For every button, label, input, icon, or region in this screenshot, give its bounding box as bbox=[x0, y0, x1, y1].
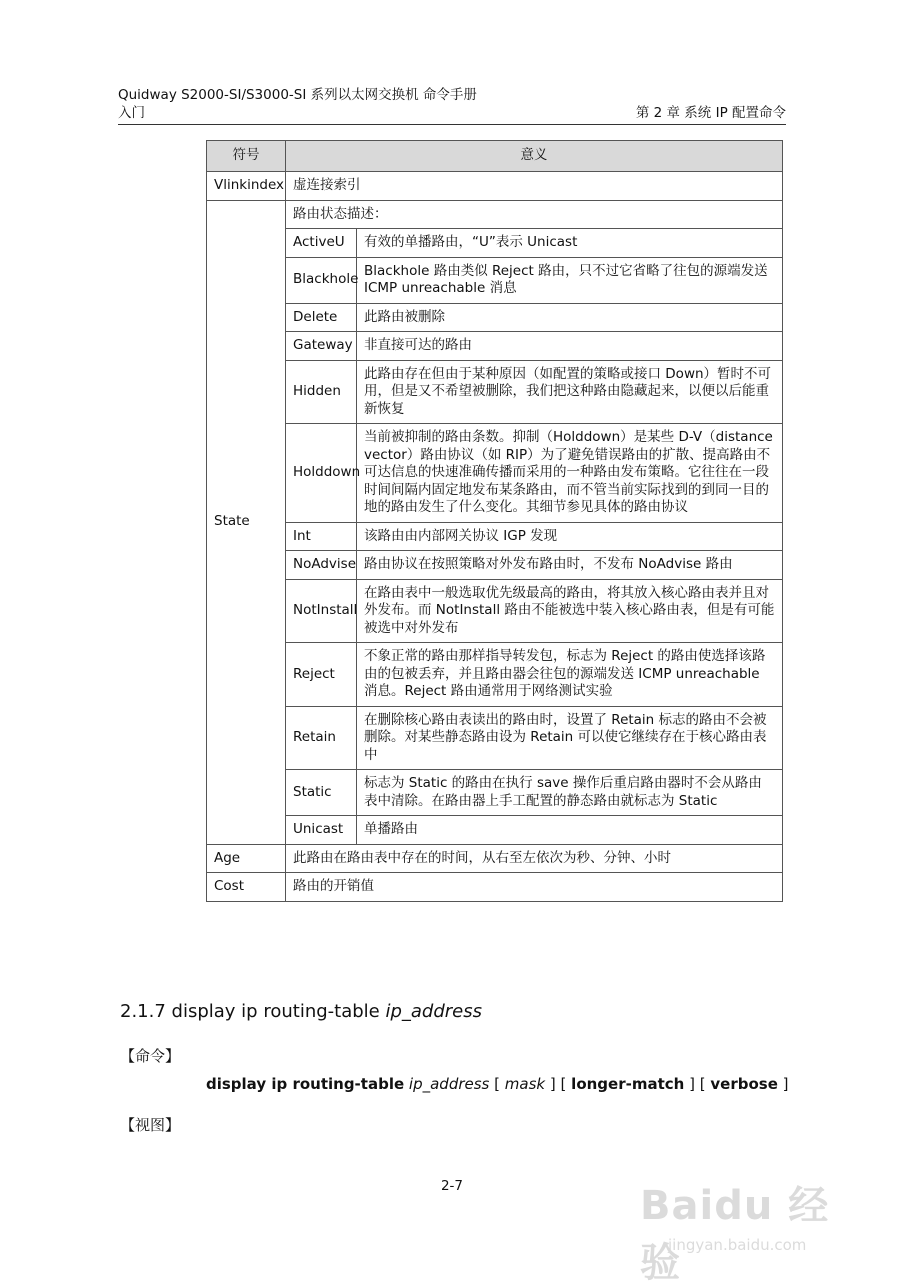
symbol-cell: State bbox=[207, 200, 286, 844]
cmd-keyword-longer-match: longer-match bbox=[571, 1075, 685, 1093]
state-row bbox=[207, 332, 783, 361]
state-row bbox=[207, 816, 783, 845]
column-header-symbol: 符号 bbox=[207, 141, 286, 172]
section-title-arg: ip_address bbox=[385, 1001, 483, 1022]
symbol-cell: Age bbox=[207, 844, 286, 873]
state-desc-cell: 在删除核心路由表读出的路由时，设置了 Retain 标志的路由不会被删除。对某些静态路由设为 Retain 可以使它继续存在于核心路由表中 bbox=[357, 706, 783, 770]
state-name-cell: Hidden bbox=[286, 360, 357, 424]
state-row bbox=[207, 303, 783, 332]
state-row bbox=[207, 522, 783, 551]
state-name-cell: Int bbox=[286, 522, 357, 551]
command-syntax bbox=[206, 1075, 789, 1093]
cmd-keyword: display ip routing-table bbox=[206, 1075, 405, 1093]
cmd-arg-ip: ip_address bbox=[408, 1075, 490, 1093]
state-name-cell: NoAdvise bbox=[286, 551, 357, 580]
state-desc-cell: 单播路由 bbox=[357, 816, 783, 845]
state-name-cell: Holddown bbox=[286, 424, 357, 523]
baidu-watermark bbox=[640, 1150, 870, 1286]
state-desc-cell: 此路由存在但由于某种原因（如配置的策略或接口 Down）暂时不可用，但是又不希望被删除，我们把这种路由隐藏起来，以便以后能重新恢复 bbox=[357, 360, 783, 424]
table-header-row bbox=[207, 141, 783, 172]
page-number: 2-7 bbox=[440, 1178, 464, 1194]
section-title-text: display ip routing-table bbox=[171, 1001, 380, 1022]
field-description-table bbox=[206, 140, 783, 902]
state-name-cell: Gateway bbox=[286, 332, 357, 361]
state-row bbox=[207, 551, 783, 580]
meaning-cell: 路由的开销值 bbox=[286, 873, 783, 902]
state-name-cell: Static bbox=[286, 770, 357, 816]
view-label: 【视图】 bbox=[120, 1116, 181, 1134]
state-desc-cell: 标志为 Static 的路由在执行 save 操作后重启路由器时不会从路由表中清除。在路由器上手工配置的静态路由就标志为 Static bbox=[357, 770, 783, 816]
state-name-cell: NotInstall bbox=[286, 579, 357, 643]
state-row bbox=[207, 424, 783, 523]
state-desc-cell: 非直接可达的路由 bbox=[357, 332, 783, 361]
header-divider bbox=[118, 124, 786, 125]
state-desc-cell: 路由协议在按照策略对外发布路由时，不发布 NoAdvise 路由 bbox=[357, 551, 783, 580]
state-name-cell: Unicast bbox=[286, 816, 357, 845]
table-row bbox=[207, 200, 783, 229]
state-name-cell: Reject bbox=[286, 643, 357, 707]
bracket-close: ] bbox=[689, 1075, 695, 1093]
meaning-cell: 此路由在路由表中存在的时间，从右至左依次为秒、分钟、小时 bbox=[286, 844, 783, 873]
state-desc-cell: 不象正常的路由那样指导转发包，标志为 Reject 的路由使选择该路由的包被丢弃，并且路由器会往包的源端发送 ICMP unreachable 消息。Reject 路由通常用于网络测试实验 bbox=[357, 643, 783, 707]
state-name-cell: Delete bbox=[286, 303, 357, 332]
watermark-brand: Baidu 经验 bbox=[640, 1183, 830, 1286]
state-row bbox=[207, 706, 783, 770]
bracket-close: ] bbox=[782, 1075, 789, 1093]
bracket-close: ] bbox=[549, 1075, 556, 1093]
state-desc-cell: 有效的单播路由，“U”表示 Unicast bbox=[357, 229, 783, 258]
cmd-arg-mask: mask bbox=[504, 1075, 546, 1093]
state-row bbox=[207, 257, 783, 303]
state-desc-cell: 此路由被删除 bbox=[357, 303, 783, 332]
table-row bbox=[207, 844, 783, 873]
manual-title: Quidway S2000-SI/S3000-SI 系列以太网交换机 命令手册 bbox=[118, 87, 477, 103]
state-desc-cell: Blackhole 路由类似 Reject 路由，只不过它省略了往包的源端发送 ICMP unreachable 消息 bbox=[357, 257, 783, 303]
bracket-open: [ bbox=[494, 1075, 501, 1093]
column-header-meaning: 意义 bbox=[286, 141, 783, 172]
watermark-url: jingyan.baidu.com bbox=[668, 1236, 807, 1254]
meaning-cell: 虚连接索引 bbox=[286, 172, 783, 201]
state-row bbox=[207, 643, 783, 707]
symbol-cell: Cost bbox=[207, 873, 286, 902]
state-name-cell: Blackhole bbox=[286, 257, 357, 303]
state-row bbox=[207, 770, 783, 816]
chapter-title: 第 2 章 系统 IP 配置命令 bbox=[635, 105, 786, 121]
table-row bbox=[207, 873, 783, 902]
cmd-keyword-verbose: verbose bbox=[710, 1075, 778, 1093]
state-row bbox=[207, 579, 783, 643]
state-desc-cell: 该路由由内部网关协议 IGP 发现 bbox=[357, 522, 783, 551]
page-header bbox=[118, 86, 786, 122]
state-intro-cell: 路由状态描述： bbox=[286, 200, 783, 229]
state-row bbox=[207, 360, 783, 424]
section-left: 入门 bbox=[118, 105, 145, 121]
state-name-cell: Retain bbox=[286, 706, 357, 770]
symbol-cell: Vlinkindex bbox=[207, 172, 286, 201]
bracket-open: [ bbox=[560, 1075, 567, 1093]
state-desc-cell: 当前被抑制的路由条数。抑制（Holddown）是某些 D-V（distance vector）路由协议（如 RIP）为了避免错误路由的扩散、提高路由不可达信息的快速准确传播而采用的一种路由发布策略。它往往在一段时间间隔内固定地发布某条路由，而不管当前实际找到的到同一目的地的路由发生了什么变化。其细节参见具体的路由协议 bbox=[357, 424, 783, 523]
section-heading bbox=[120, 1001, 482, 1022]
table-row bbox=[207, 172, 783, 201]
command-label: 【命令】 bbox=[120, 1047, 181, 1065]
section-number: 2.1.7 bbox=[120, 1001, 166, 1022]
bracket-open: [ bbox=[699, 1075, 706, 1093]
state-name-cell: ActiveU bbox=[286, 229, 357, 258]
state-desc-cell: 在路由表中一般选取优先级最高的路由，将其放入核心路由表并且对外发布。而 NotInstall 路由不能被选中装入核心路由表，但是有可能被选中对外发布 bbox=[357, 579, 783, 643]
state-row bbox=[207, 229, 783, 258]
